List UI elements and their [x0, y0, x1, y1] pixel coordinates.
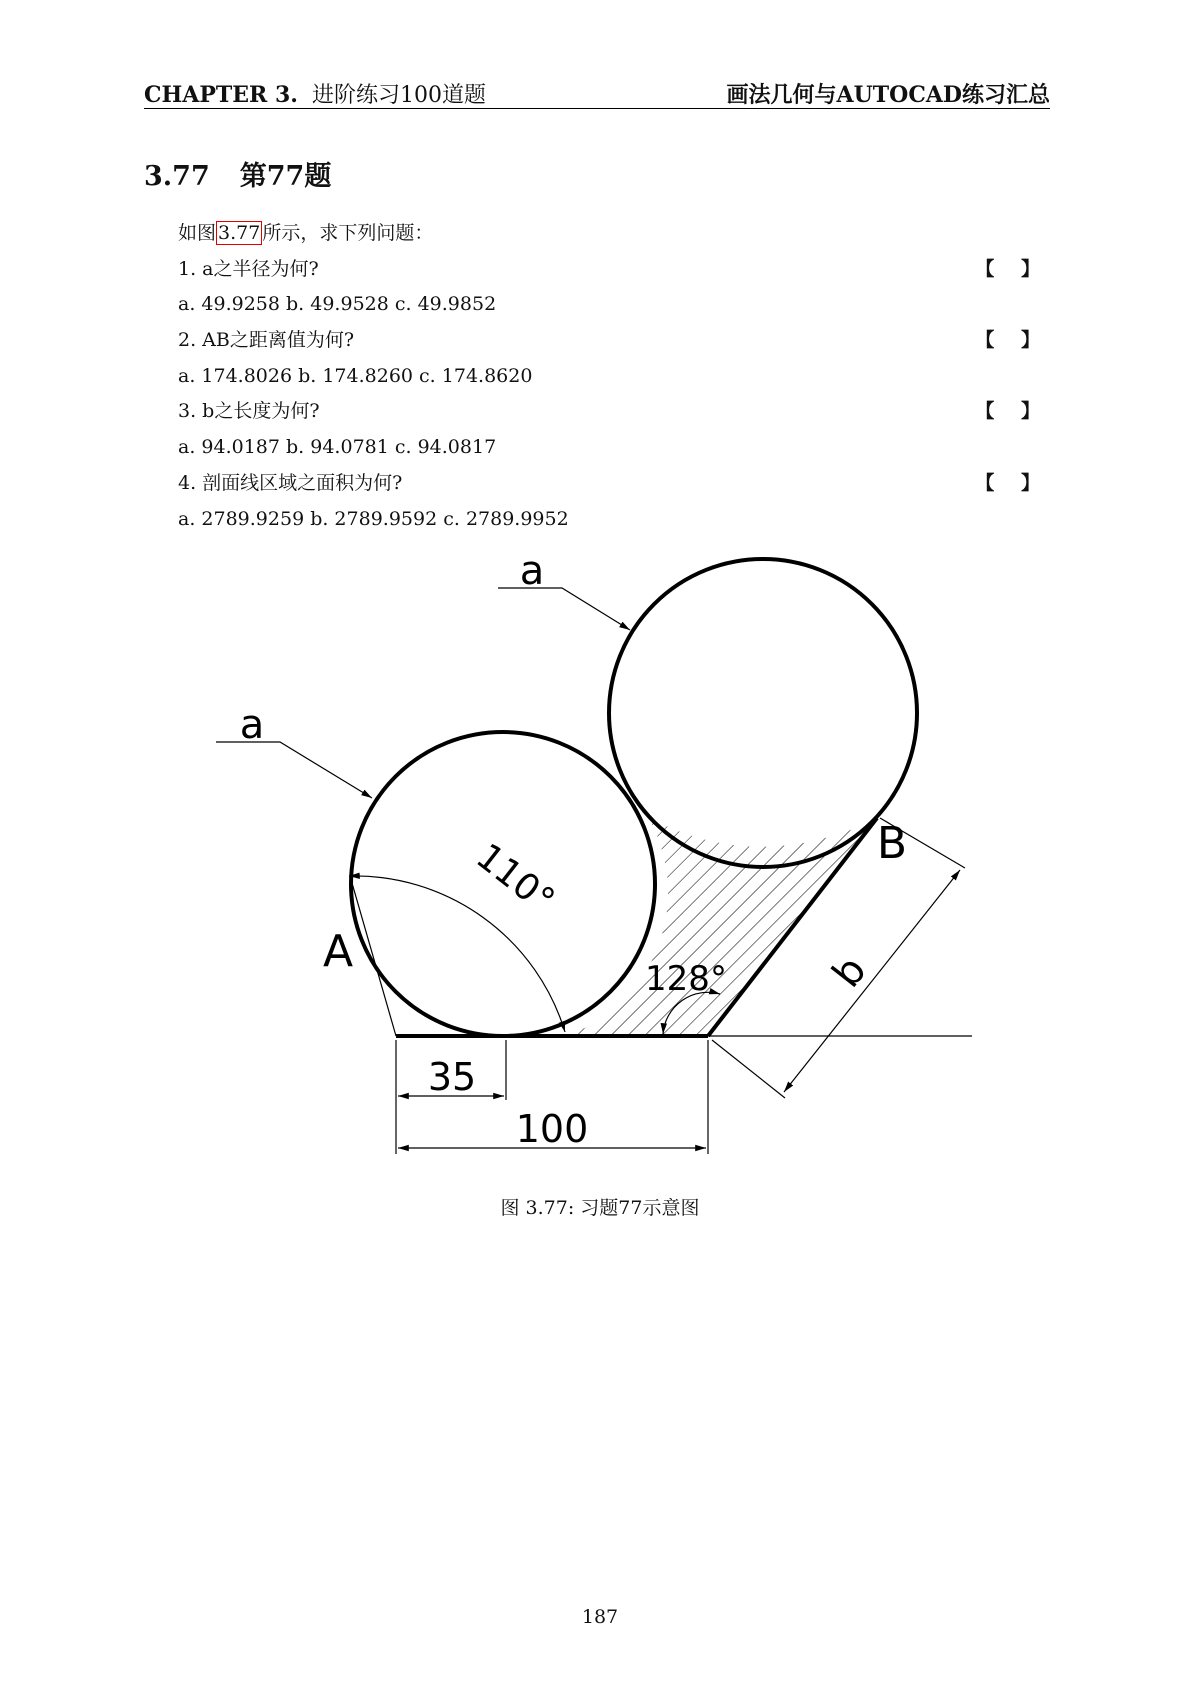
upper-circle	[609, 559, 917, 867]
geometry-figure	[0, 540, 1200, 1180]
header-book-title: 画法几何与AUTOCAD练习汇总	[726, 82, 1050, 108]
figure-reference-link[interactable]: 3.77	[218, 222, 261, 244]
dim-b-extension-bottom	[712, 1040, 785, 1098]
question-2	[178, 323, 1050, 359]
chapter-title: 进阶练习100道题	[311, 83, 486, 108]
section-title: 第77题	[239, 161, 332, 192]
point-a-label: A	[322, 926, 354, 977]
dim-100-label: 100	[515, 1107, 589, 1151]
radius-leader-top	[498, 588, 630, 630]
dim-b-label: b	[823, 947, 876, 997]
question-2-options: a. 174.8026 b. 174.8260 c. 174.8620	[178, 364, 533, 387]
page-number: 187	[581, 1606, 619, 1628]
question-1-options: a. 49.9258 b. 49.9528 c. 49.9852	[178, 293, 497, 316]
problem-text	[178, 216, 1050, 537]
chapter-label: CHAPTER 3.	[144, 82, 298, 108]
page-header	[144, 74, 1050, 109]
question-3	[178, 394, 1050, 430]
a-construction-line	[350, 876, 396, 1036]
question-4-options: a. 2789.9259 b. 2789.9592 c. 2789.9952	[178, 507, 569, 530]
question-text: 3. b之长度为何?	[178, 400, 320, 423]
question-4	[178, 466, 1050, 502]
section-heading	[144, 154, 331, 193]
question-text: 4. 剖面线区域之面积为何?	[178, 471, 403, 494]
dim-35-label: 35	[427, 1055, 477, 1099]
answer-bracket: 【 】	[975, 471, 1050, 494]
answer-bracket: 【 】	[975, 329, 1050, 352]
point-b-label: B	[876, 818, 908, 869]
intro-line	[178, 216, 1050, 252]
angle-128-label: 128°	[645, 959, 727, 999]
answer-bracket: 【 】	[975, 257, 1050, 280]
radius-label-top: a	[519, 548, 545, 594]
question-3-options: a. 94.0187 b. 94.0781 c. 94.0817	[178, 436, 497, 459]
answer-bracket: 【 】	[975, 400, 1050, 423]
question-1	[178, 252, 1050, 288]
radius-leader-left	[216, 742, 372, 798]
figure-caption: 图 3.77: 习题77示意图	[500, 1197, 700, 1219]
section-number: 3.77	[144, 161, 210, 192]
question-text: 2. AB之距离值为何?	[178, 329, 355, 352]
angle-110-label: 110°	[468, 836, 562, 922]
radius-label-left: a	[239, 702, 265, 748]
hatched-region	[566, 817, 875, 1036]
intro-suffix: 所示，求下列问题：	[262, 222, 434, 244]
question-text: 1. a之半径为何?	[178, 257, 319, 280]
header-chapter	[144, 78, 486, 109]
intro-prefix: 如图	[178, 222, 217, 244]
